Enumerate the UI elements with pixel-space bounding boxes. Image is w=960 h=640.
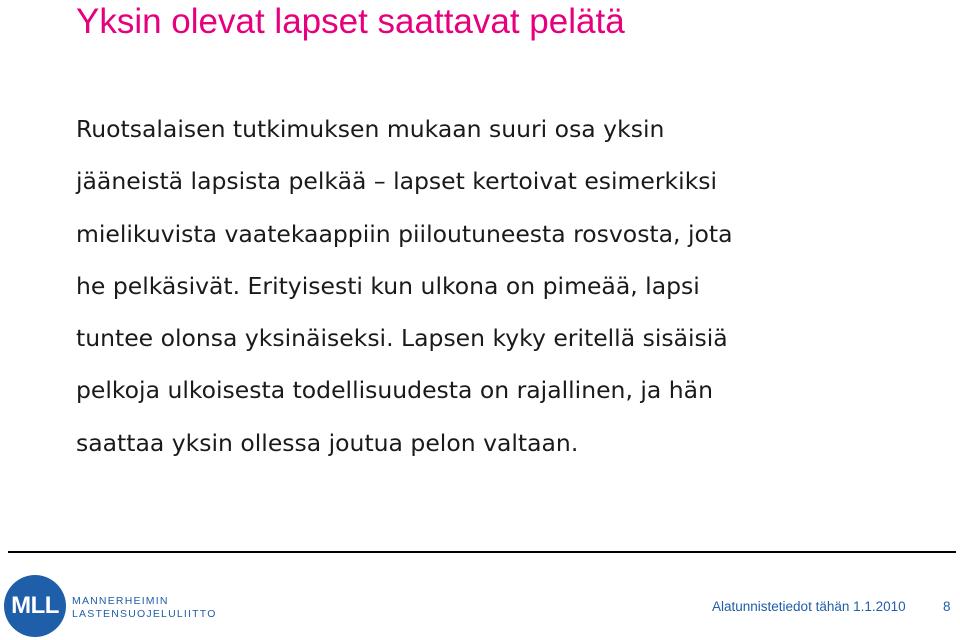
slide-title: Yksin olevat lapset saattavat pelätä: [76, 2, 625, 41]
body-line: mielikuvista vaatekaappiin piiloutuneesta rosvosta, jota: [76, 219, 733, 248]
mll-logo-mark: [4, 575, 66, 637]
footer-text: Alatunnistetiedot tähän 1.1.2010: [712, 599, 906, 614]
body-line: jääneistä lapsista pelkää – lapset kertoivat esimerkiksi: [76, 167, 718, 196]
mll-logo-mark-text: MLL: [11, 592, 59, 619]
logo-org-line-2: LASTENSUOJELULIITTO: [72, 608, 217, 620]
body-line: he pelkäsivät. Erityisesti kun ulkona on pimeää, lapsi: [76, 271, 700, 300]
body-line: tuntee olonsa yksinäiseksi. Lapsen kyky eritellä sisäisiä: [76, 324, 728, 353]
slide-body-text: [76, 103, 936, 469]
mll-logo: [4, 573, 217, 635]
body-line: pelkoja ulkoisesta todellisuudesta on rajallinen, ja hän: [76, 376, 713, 405]
body-line: saattaa yksin ollessa joutua pelon valtaan.: [76, 428, 579, 457]
logo-org-line-1: MANNERHEIMIN: [72, 595, 169, 607]
body-line: Ruotsalaisen tutkimuksen mukaan suuri osa yksin: [76, 115, 665, 143]
footer-divider: [8, 551, 956, 553]
mll-logo-org-name: [72, 595, 217, 621]
page-number: 8: [943, 599, 951, 614]
